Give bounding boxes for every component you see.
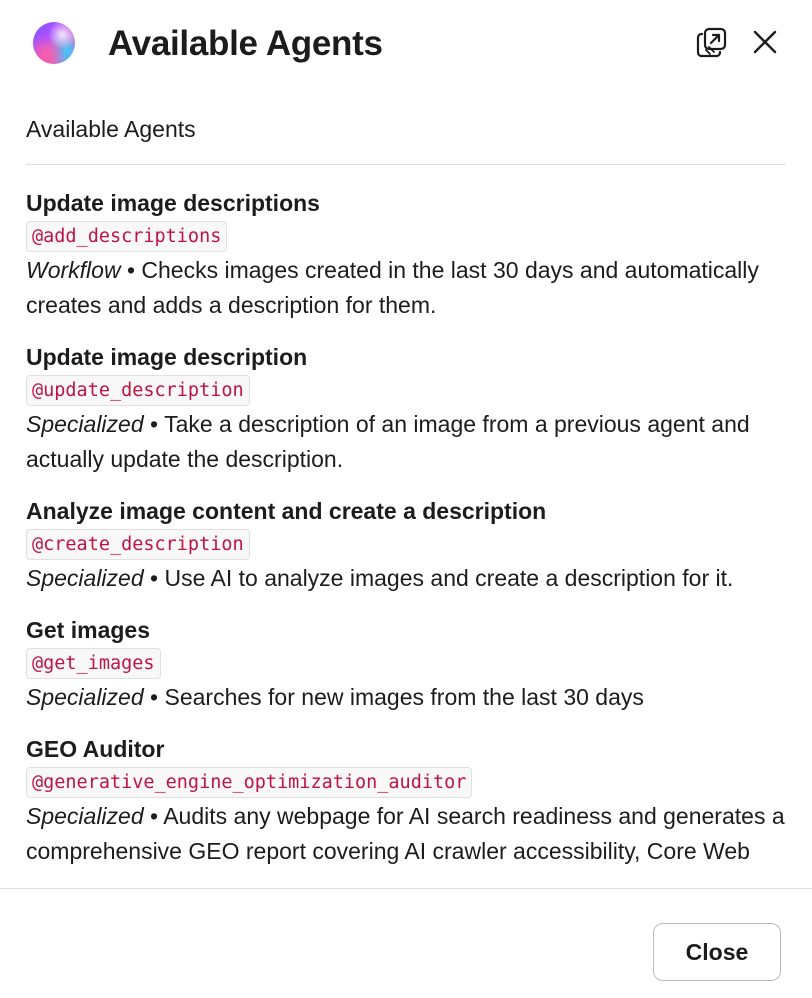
agent-type: Specialized (26, 411, 144, 437)
gradient-orb-logo (33, 22, 75, 64)
close-x-button[interactable] (747, 24, 783, 60)
modal-footer (0, 888, 812, 998)
agent-description (26, 680, 786, 715)
agent-type: Specialized (26, 803, 144, 829)
agent-type: Specialized (26, 684, 144, 710)
agent-description-text: Use AI to analyze images and create a description for it. (164, 565, 734, 591)
agent-item (26, 495, 786, 596)
agent-name: Update image description (26, 344, 308, 370)
agent-description-text: Checks images created in the last 30 days and automatically creates and adds a description for them. (26, 257, 759, 318)
agent-item (26, 614, 786, 715)
close-icon (752, 29, 778, 55)
agent-handle[interactable]: @update_description (26, 375, 250, 406)
bullet-separator: • (126, 257, 136, 283)
agent-description-text: Take a description of an image from a previous agent and actually update the description. (26, 411, 750, 472)
agent-handle[interactable]: @add_descriptions (26, 221, 227, 252)
agent-handle[interactable]: @create_description (26, 529, 250, 560)
agent-item (26, 187, 786, 323)
popout-button[interactable] (694, 24, 730, 60)
agent-name: Analyze image content and create a description (26, 498, 547, 524)
agent-description (26, 799, 786, 869)
agent-handle[interactable]: @generative_engine_optimization_auditor (26, 767, 472, 798)
agent-description-text: Searches for new images from the last 30 days (164, 684, 644, 710)
open-in-new-window-icon (696, 26, 728, 58)
agent-name: Get images (26, 617, 150, 643)
agent-name: Update image descriptions (26, 190, 320, 216)
agent-description-text: Audits any webpage for AI search readiness and generates a comprehensive GEO report covering AI crawler accessibility, Core Web (26, 803, 785, 864)
agent-handle[interactable]: @get_images (26, 648, 161, 679)
agent-item (26, 733, 786, 869)
modal-title: Available Agents (108, 24, 383, 63)
agent-item (26, 341, 786, 477)
section-title: Available Agents (26, 116, 196, 142)
divider (26, 164, 786, 165)
bullet-separator: • (150, 803, 159, 829)
modal-header (0, 0, 812, 88)
agents-list-scroll-area[interactable] (0, 88, 812, 888)
bullet-separator: • (150, 684, 159, 710)
agent-description (26, 407, 786, 477)
agent-type: Workflow (26, 257, 121, 283)
agent-name: GEO Auditor (26, 736, 165, 762)
close-button[interactable]: Close (653, 923, 781, 981)
agent-description (26, 561, 786, 596)
agent-description (26, 253, 786, 323)
bullet-separator: • (150, 565, 159, 591)
agent-type: Specialized (26, 565, 144, 591)
bullet-separator: • (150, 411, 159, 437)
